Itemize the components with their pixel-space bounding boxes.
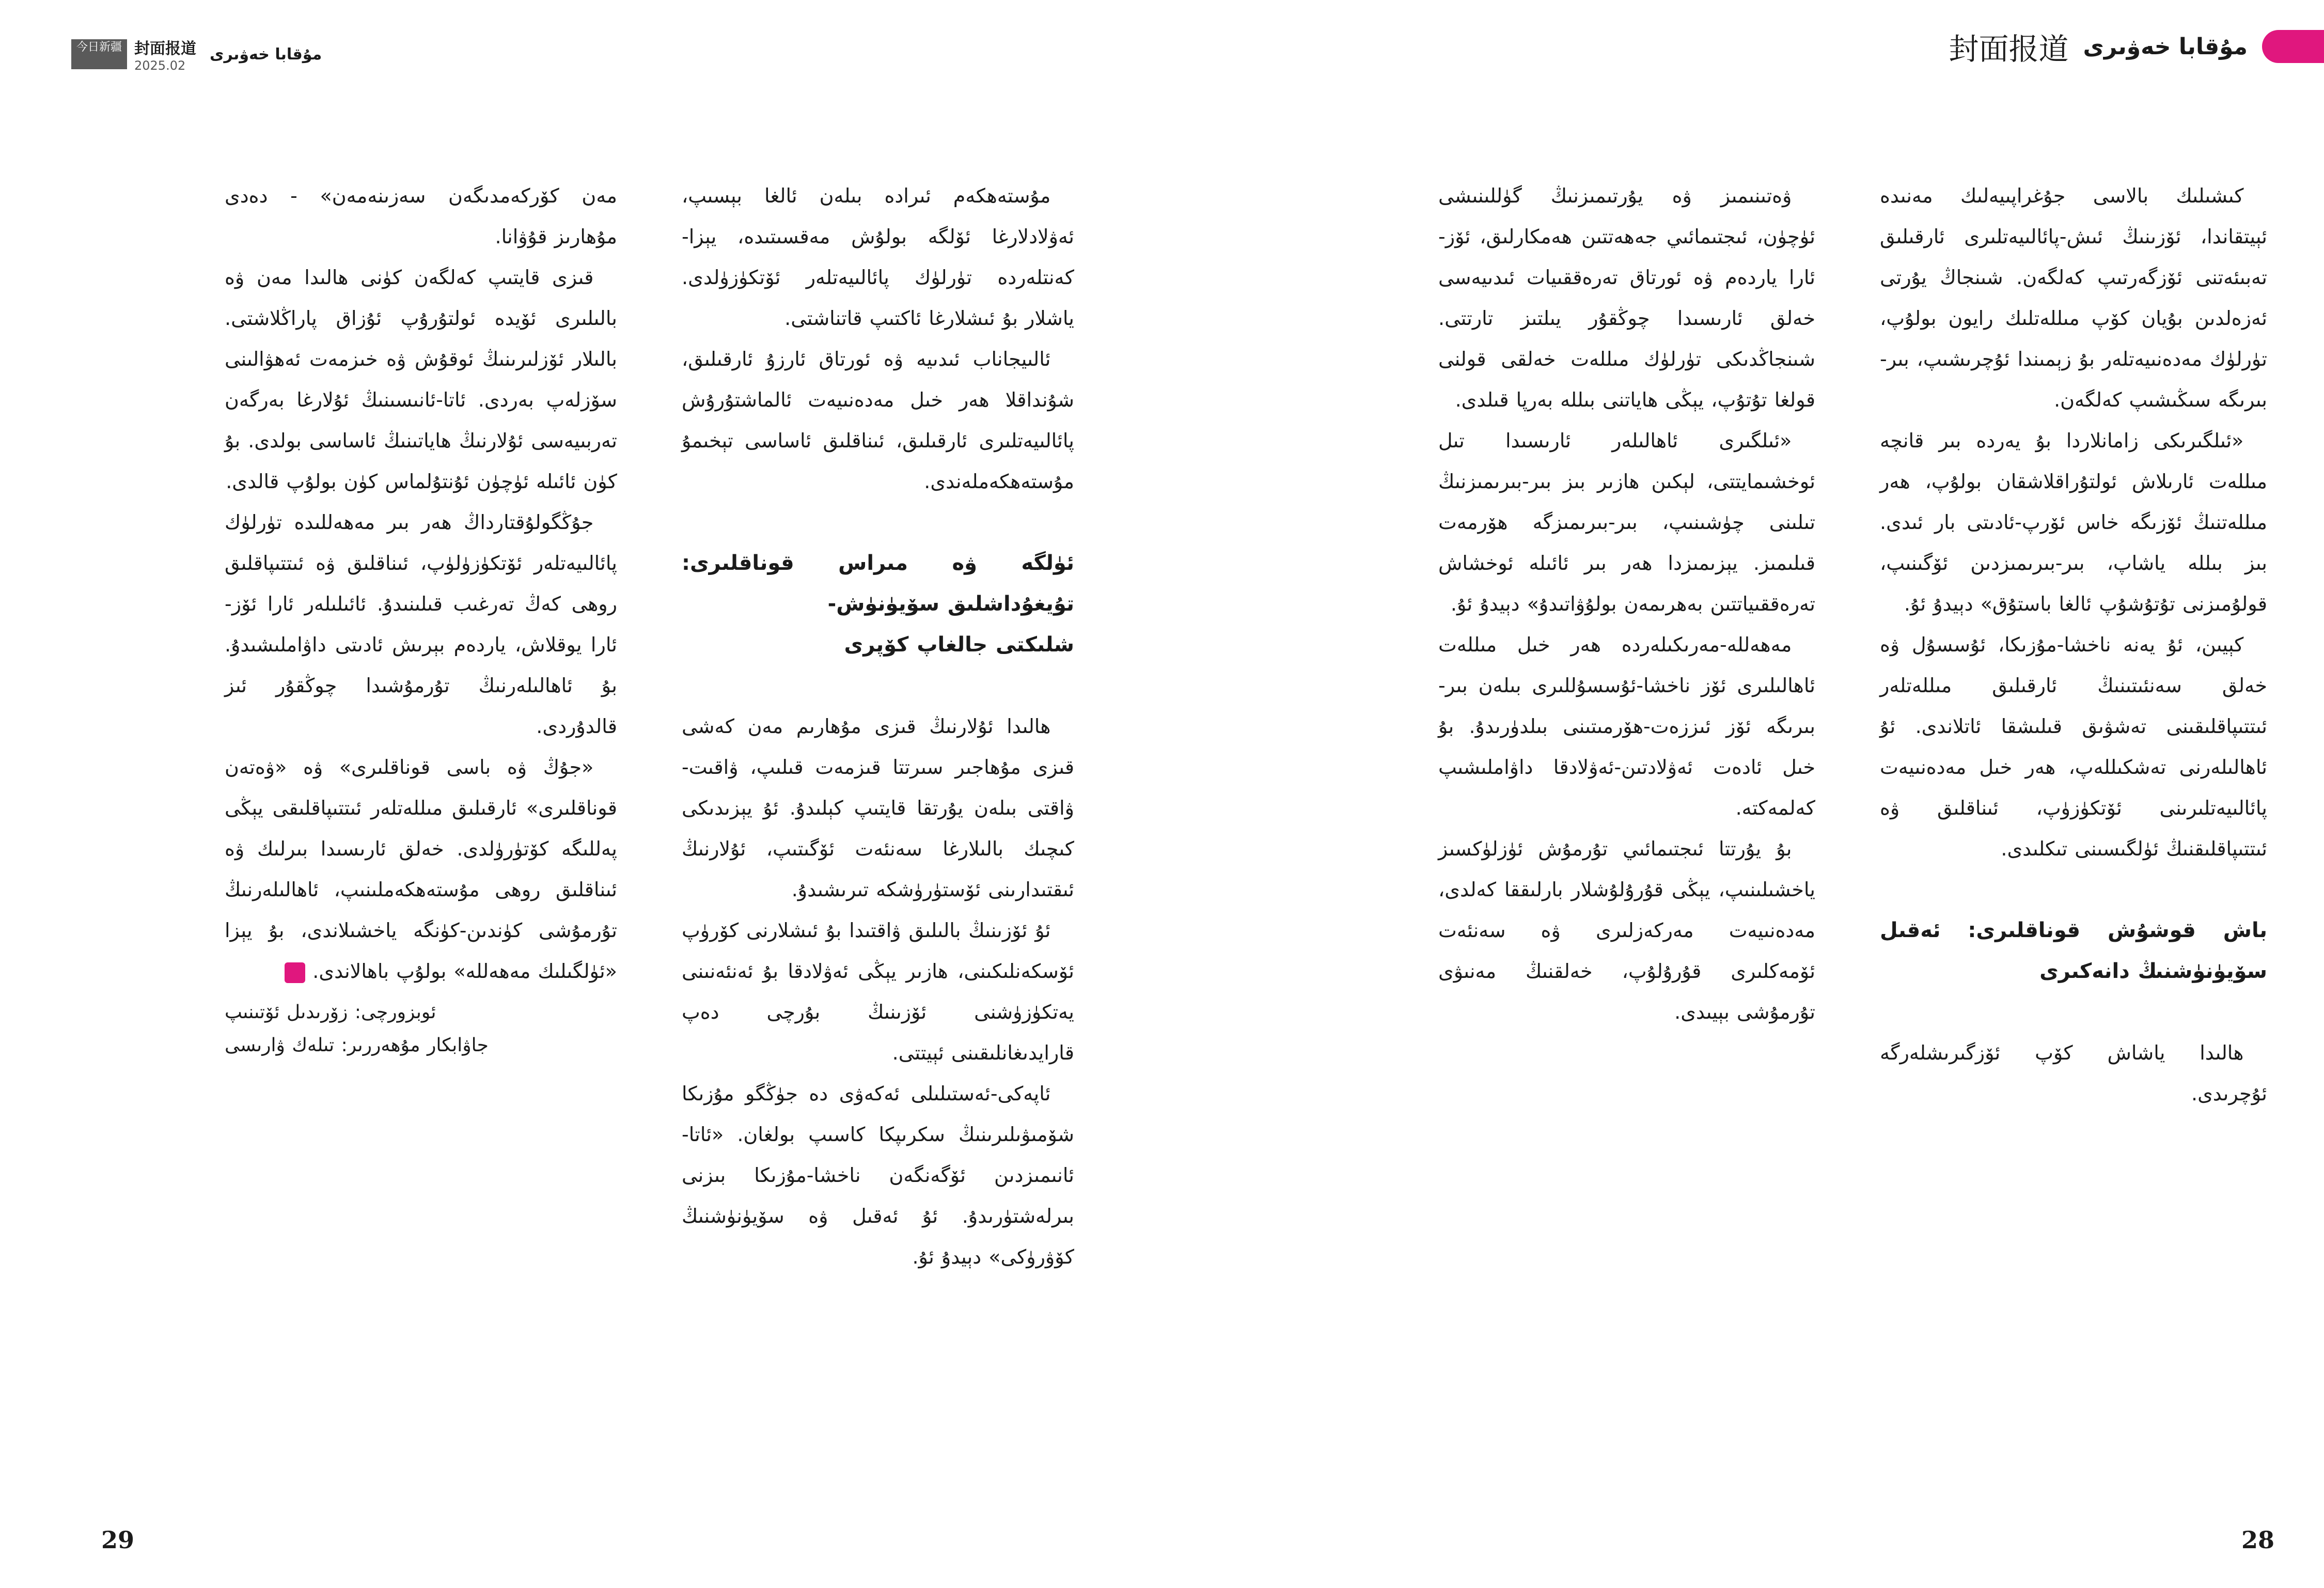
- editor-credit: ئوبزورچى: زۆرىدىل ئۆتىنىپ: [225, 1002, 436, 1023]
- article-column-3: [682, 176, 1074, 1278]
- paragraph: ئاپەكى-ئەستىلىلى ئەكەۋى دە جۈڭگو مۇزىكا شۆمىۋىلىرىنىڭ سكرىپكا كاسىپ بولغان. «ئاتا-ئانىمىزدىن ئۆگەنگەن ناخشا-مۇزىكا بىزنى بىرلەشتۈرىدۇ. ئۇ ئەقىل ۋە سۆيۈنۈشنىڭ كۆۋرۈكى» دېيدۇ ئۇ.: [682, 1082, 1074, 1268]
- paragraph: مەن كۆركەمدىگەن سەزىنەمەن» - دەدى مۇھارىز قۇۋانا.: [225, 184, 617, 248]
- left-header-titles: [134, 36, 196, 73]
- paragraph: ۋەتىنىمىز ۋە يۇرتىمىزنىڭ گۈللىنىشى ئۈچۈن، ئىجتىمائىي جەھەتتىن ھەمكارلىق، ئۆز-ئارا ياردەم ۋە ئورتاق تەرەققىيات ئىدىيەسى خەلق ئارىسىدا چوڭقۇر يىلتىز تارتتى. شىنجاڭدىكى تۈرلۈك مىللەت خەلقى قولنى قولغا تۇتۇپ، يېڭى ھاياتنى بىللە بەرپا قىلدى.: [1438, 184, 1815, 411]
- article-column-1: [1880, 176, 2267, 1114]
- article-column-4: [225, 176, 617, 1062]
- paragraph: «ئىلگىرىكى زامانلاردا بۇ يەردە بىر قانچە مىللەت ئارىلاش ئولتۇراقلاشقان بولۇپ، ھەر مىللەتنىڭ ئۆزىگە خاس ئۆرپ-ئادىتى بار ئىدى. بىز بىللە ياشاپ، بىر-بىرىمىزدىن ئۆگىنىپ، قولۇمىزنى تۇتۇشۇپ ئالغا باستۇق» دېيدۇ ئۇ.: [1880, 429, 2267, 615]
- left-page-header: [71, 36, 322, 72]
- paragraph: ھالىدا ياشاش كۆپ ئۆزگىرىشلەرگە ئۇچرىدى.: [1880, 1041, 2267, 1105]
- magazine-logo: 今日新疆: [71, 39, 127, 69]
- issue-date: 2025.02: [134, 58, 186, 73]
- left-header-chinese-title: 封面报道: [134, 40, 196, 58]
- article-column-2: [1438, 176, 1815, 1033]
- paragraph: جۇڭگولۇقتارداڭ ھەر بىر مەھەللىدە تۈرلۈك پائالىيەتلەر ئۆتكۈزۈلۈپ، ئىناقلىق ۋە ئىتتىپاقلىق روھى كەڭ تەرغىب قىلىنىدۇ. ئائىلىلەر ئارا ئۆز-ئارا يوقلاش، ياردەم بېرىش ئادىتى داۋاملىشىدۇ. بۇ ئاھالىلەرنىڭ تۇرمۇشىدا چوڭقۇر ئىز قالدۇردى.: [225, 511, 617, 738]
- right-header-section: مۇقابا خەۋىرى: [2083, 33, 2248, 60]
- paragraph: «ئىلگىرى ئاھالىلەر ئارىسىدا تىل ئوخشىمايتتى، لېكىن ھازىر بىز بىر-بىرىمىزنىڭ تىلىنى چۈشىنىپ، بىر-بىرىمىزگە ھۆرمەت قىلىمىز. يېزىمىزدا ھەر بىر ئائىلە ئوخشاش تەرەققىياتتىن بەھرىمەن بولۇۋاتىدۇ» دېيدۇ ئۇ.: [1438, 429, 1815, 615]
- section-tab-marker: [2262, 30, 2324, 63]
- paragraph: بۇ يۇرتتا ئىجتىمائىي تۇرمۇش ئۈزلۈكسىز ياخشىلىنىپ، يېڭى قۇرۇلۇشلار بارلىققا كەلدى، مەدەنىيەت مەركەزلىرى ۋە سەنئەت ئۆمەكلىرى قۇرۇلۇپ، خەلقنىڭ مەنىۋى تۇرمۇشى بېيىدى.: [1438, 837, 1815, 1023]
- section-heading: باش قوشۇش قوناقلىرى: ئەقىل سۆيۈنۈشنىڭ دانەكىرى: [1880, 918, 2267, 983]
- paragraph: مەھەللە-مەرىكىلەردە ھەر خىل مىللەت ئاھالىلىرى ئۆز ناخشا-ئۇسسۇللىرى بىلەن بىر-بىرىگە ئۆز ئىززەت-ھۆرمىتىنى بىلدۈرىدۇ. بۇ خىل ئادەت ئەۋلادتىن-ئەۋلادقا داۋاملىشىپ كەلمەكتە.: [1438, 633, 1815, 819]
- paragraph: ئۇ ئۆزىنىڭ بالىلىق ۋاقتىدا بۇ ئىشلارنى كۆرۈپ ئۆسكەنلىكىنى، ھازىر يېڭى ئەۋلادقا بۇ ئەنئەنىنى يەتكۈزۈشنى ئۆزىنىڭ بۇرچى دەپ قارايدىغانلىقىنى ئېيتتى.: [682, 919, 1074, 1064]
- paragraph: كېيىن، ئۇ يەنە ناخشا-مۇزىكا، ئۇسسۇل ۋە خەلق سەنئىتىنىڭ ئارقىلىق مىللەتلەر ئىتتىپاقلىقىنى تەشۋىق قىلىشقا ئاتلاندى. ئۇ ئاھالىلەرنى تەشكىللەپ، ھەر خىل مەدەنىيەت پائالىيەتلىرىنى ئۆتكۈزۈپ، ئىناقلىق ۋە ئىتتىپاقلىقنىڭ ئۈلگىسىنى تىكلىدى.: [1880, 633, 2267, 860]
- section-heading: ئۈلگە ۋە مىراس قوناقلىرى: تۇيغۇداشلىق سۆيۈنۈش- شلىكتى جالغاپ كۆپرى: [682, 551, 1074, 657]
- paragraph: ئالىيجاناب ئىدىيە ۋە ئورتاق ئارزۇ ئارقىلىق، شۇنداقلا ھەر خىل مەدەنىيەت ئالماشتۇرۇش پائالىيەتلىرى ئارقىلىق، ئىناقلىق ئاساسى تېخىمۇ مۇستەھكەملەندى.: [682, 348, 1074, 493]
- page-number-right: 28: [2241, 1526, 2274, 1554]
- paragraph: قىزى قايتىپ كەلگەن كۈنى ھالىدا مەن ۋە بالىلىرى ئۆيدە ئولتۇرۇپ ئۇزاق پاراڭلاشتى. بالىلار ئۆزلىرىنىڭ ئوقۇش ۋە خىزمەت ئەھۋالىنى سۆزلەپ بەردى. ئاتا-ئانىسىنىڭ ئۇلارغا بەرگەن تەربىيەسى ئۇلارنىڭ ھاياتىنىڭ ئاساسى بولدى. بۇ كۈن ئائىلە ئۈچۈن ئۇنتۇلماس كۈن بولۇپ قالدى.: [225, 266, 617, 493]
- paragraph: كىشىلىك بالاسى جۇغراپىيەلىك مەنىدە ئېيتقاندا، ئۆزىنىڭ ئىش-پائالىيەتلىرى ئارقىلىق تەبىئەتنى ئۆزگەرتىپ كەلگەن. شىنجاڭ يۇرتى ئەزەلدىن بۇيان كۆپ مىللەتلىك رايون بولۇپ، تۈرلۈك مەدەنىيەتلەر بۇ زېمىندا ئۇچرىشىپ، بىر-بىرىگە سىڭىشىپ كەلگەن.: [1880, 184, 2267, 411]
- paragraph-text: «جۇڭ ۋە باسى قوناقلىرى» ۋە «ۋەتەن قوناقلىرى» ئارقىلىق مىللەتلەر ئىتتىپاقلىقى يېڭى پەللىگە كۆتۈرۈلدى. خەلق ئارىسىدا بىرلىك ۋە ئىناقلىق روھى مۇستەھكەملىنىپ، ئاھالىلەرنىڭ تۇرمۇشى كۈندىن-كۈنگە ياخشىلاندى، بۇ يېزا «ئۈلگىلىك مەھەللە» بولۇپ باھالاندى.: [225, 756, 617, 983]
- right-header-chinese-title: 封面报道: [1949, 32, 2069, 67]
- paragraph: ھالىدا ئۇلارنىڭ قىزى مۇھارىم مەن كەشى قىزى مۇھاجىر سىرتتا قىزمەت قىلىپ، ۋاقىت-ۋاقتى بىلەن يۇرتقا قايتىپ كېلىدۇ. ئۇ يېزىدىكى كىچىك بالىلارغا سەنئەت ئۆگىتىپ، ئۇلارنىڭ ئىقتىدارىنى ئۆستۈرۈشكە تىرىشىدۇ.: [682, 715, 1074, 901]
- page-number-left: 29: [101, 1526, 135, 1554]
- chief-editor-credit: جاۋابكار مۇھەررىر: تىلەك ۋارىسى: [225, 1035, 489, 1056]
- article-end-mark: J: [285, 962, 305, 983]
- left-header-section: مۇقابا خەۋىرى: [210, 45, 322, 64]
- right-page-header: [1949, 25, 2294, 68]
- paragraph: مۇستەھكەم ئىرادە بىلەن ئالغا بېسىپ، ئەۋلادلارغا ئۆلگە بولۇش مەقسىتىدە، يېزا-كەنتلەردە تۈرلۈك پائالىيەتلەر ئۆتكۈزۈلدى. ياشلار بۇ ئىشلارغا ئاكتىپ قاتناشتى.: [682, 184, 1074, 330]
- paragraph: [225, 747, 617, 992]
